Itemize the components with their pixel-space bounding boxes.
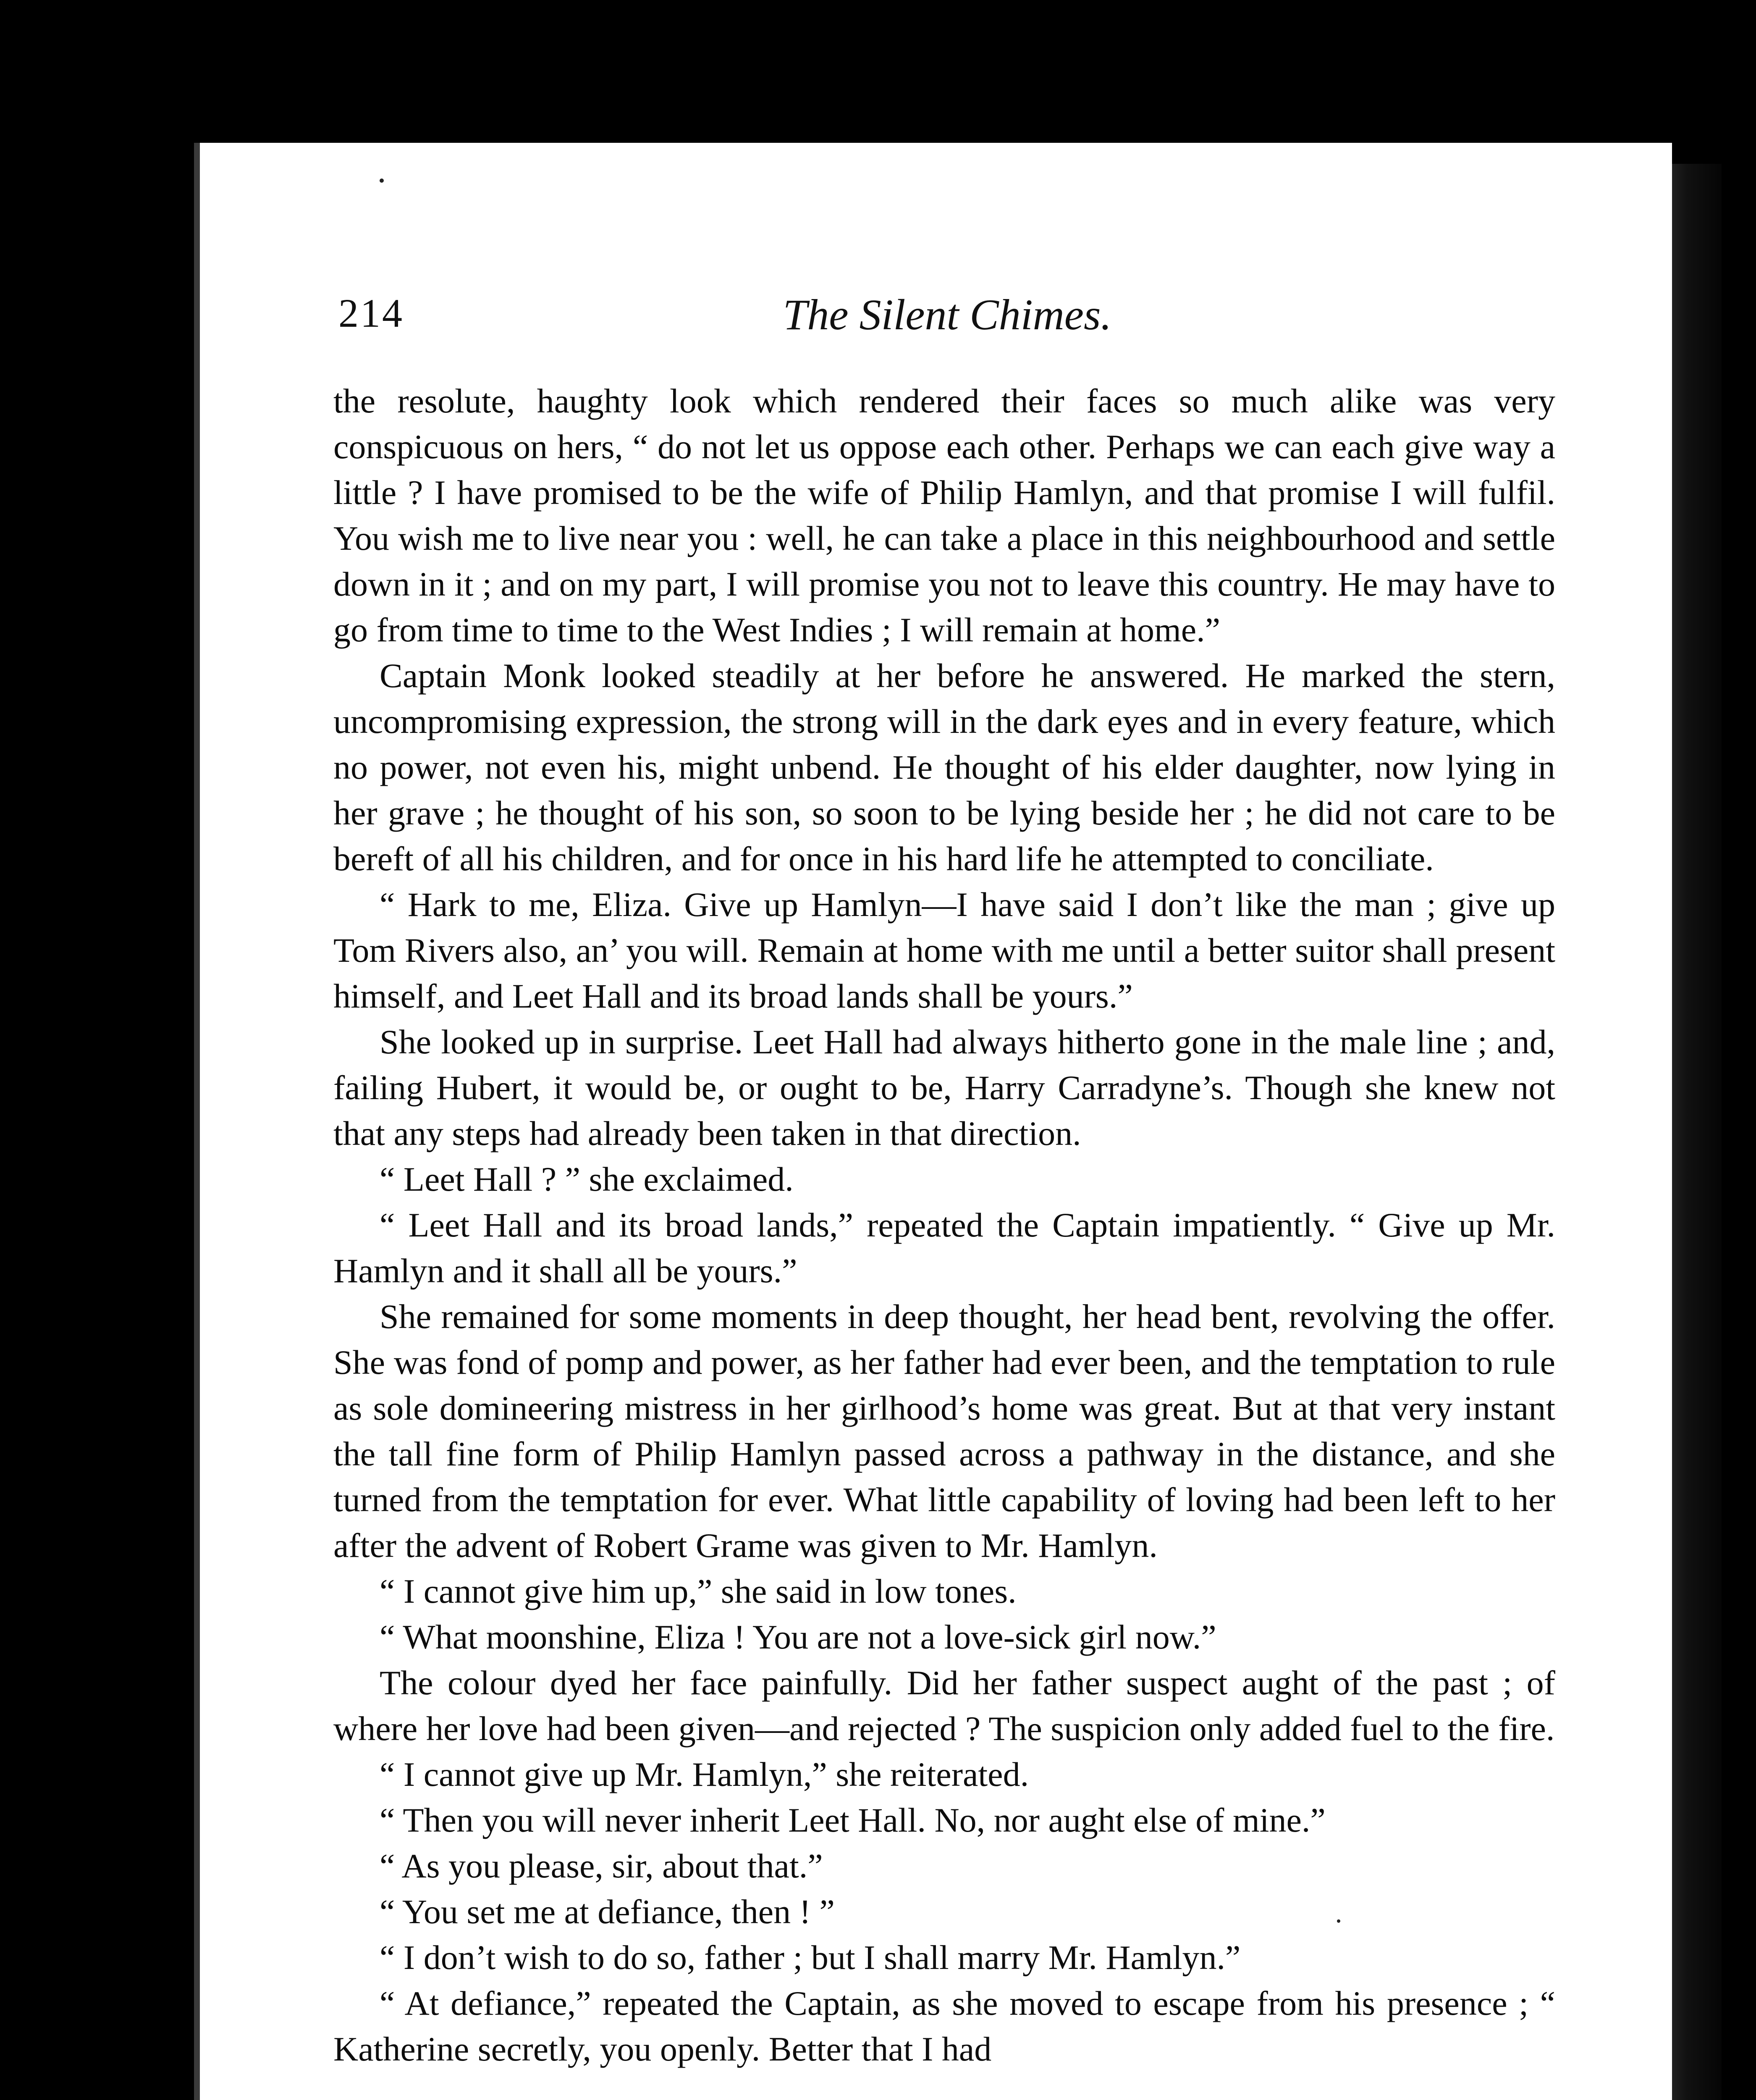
paragraph: The colour dyed her face painfully. Did her father suspect aught of the past ; of where her love had been given—and rejected ? The suspicion only added fuel to the fire. bbox=[333, 1664, 1555, 1748]
paragraph: “ At defiance,” repeated the Captain, as she moved to escape from his presence ; “ Katherine secretly, you openly. Better that I had bbox=[333, 1984, 1555, 2068]
paragraph: “ Leet Hall ? ” she exclaimed. bbox=[380, 1160, 794, 1198]
paragraph: “ I cannot give him up,” she said in low tones. bbox=[380, 1572, 1017, 1610]
paragraph: She looked up in surprise. Leet Hall had always hitherto gone in the male line ; and, failing Hubert, it would be, or ought to be, Harry Carradyne’s. Though she knew not that any steps had already been taken in that direction. bbox=[333, 1023, 1555, 1152]
paragraph: the resolute, haughty look which rendered their faces so much alike was very conspicuous on hers, “ do not let us oppose each other. Perhaps we can each give way a little ? I have promised to be the wife of Philip Hamlyn, and that promise I will fulfil. You wish me to live near you : well, he can take a place in this neighbourhood and settle down in it ; and on my part, I will promise you not to leave this country. He may have to go from time to time to the West Indies ; I will remain at home.” bbox=[333, 382, 1555, 649]
running-title: The Silent Chimes. bbox=[783, 291, 1112, 339]
paragraph: “ Then you will never inherit Leet Hall. No, nor aught else of mine.” bbox=[380, 1801, 1326, 1839]
paragraph: “ I don’t wish to do so, father ; but I shall marry Mr. Hamlyn.” bbox=[380, 1938, 1241, 1977]
paragraph: “ I cannot give up Mr. Hamlyn,” she reiterated. bbox=[380, 1755, 1029, 1793]
body-text bbox=[333, 378, 1555, 2072]
paragraph: “ Hark to me, Eliza. Give up Hamlyn—I have said I don’t like the man ; give up Tom Rivers also, an’ you will. Remain at home with me until a better suitor shall present himself, and Leet Hall and its broad lands shall be yours.” bbox=[333, 885, 1555, 1015]
book-page bbox=[194, 143, 1672, 2100]
paragraph: “ As you please, sir, about that.” bbox=[380, 1847, 823, 1885]
paragraph: “ Leet Hall and its broad lands,” repeated the Captain impatiently. “ Give up Mr. Hamlyn and it shall all be yours.” bbox=[333, 1206, 1555, 1290]
page-header bbox=[338, 290, 1556, 365]
paragraph: Captain Monk looked steadily at her before he answered. He marked the stern, uncompromising expression, the strong will in the dark eyes and in every feature, which no power, not even his, might unbend. He thought of his elder daughter, now lying in her grave ; he thought of his son, so soon to be lying beside her ; he did not care to be bereft of all his children, and for once in his hard life he attempted to conciliate. bbox=[333, 656, 1555, 878]
paragraph: “ What moonshine, Eliza ! You are not a love-sick girl now.” bbox=[380, 1618, 1216, 1656]
print-speck bbox=[380, 178, 384, 183]
paragraph: She remained for some moments in deep thought, her head bent, revolving the offer. She was fond of pomp and power, as her father had ever been, and the temptation to rule as sole domineering mistress in her girlhood’s home was great. But at that very instant the tall fine form of Philip Hamlyn passed across a pathway in the distance, and she turned from the temptation for ever. What little capability of loving had been left to her after the advent of Robert Grame was given to Mr. Hamlyn. bbox=[333, 1297, 1555, 1564]
page-number: 214 bbox=[338, 291, 404, 336]
paragraph: “ You set me at defiance, then ! ” bbox=[380, 1893, 835, 1931]
